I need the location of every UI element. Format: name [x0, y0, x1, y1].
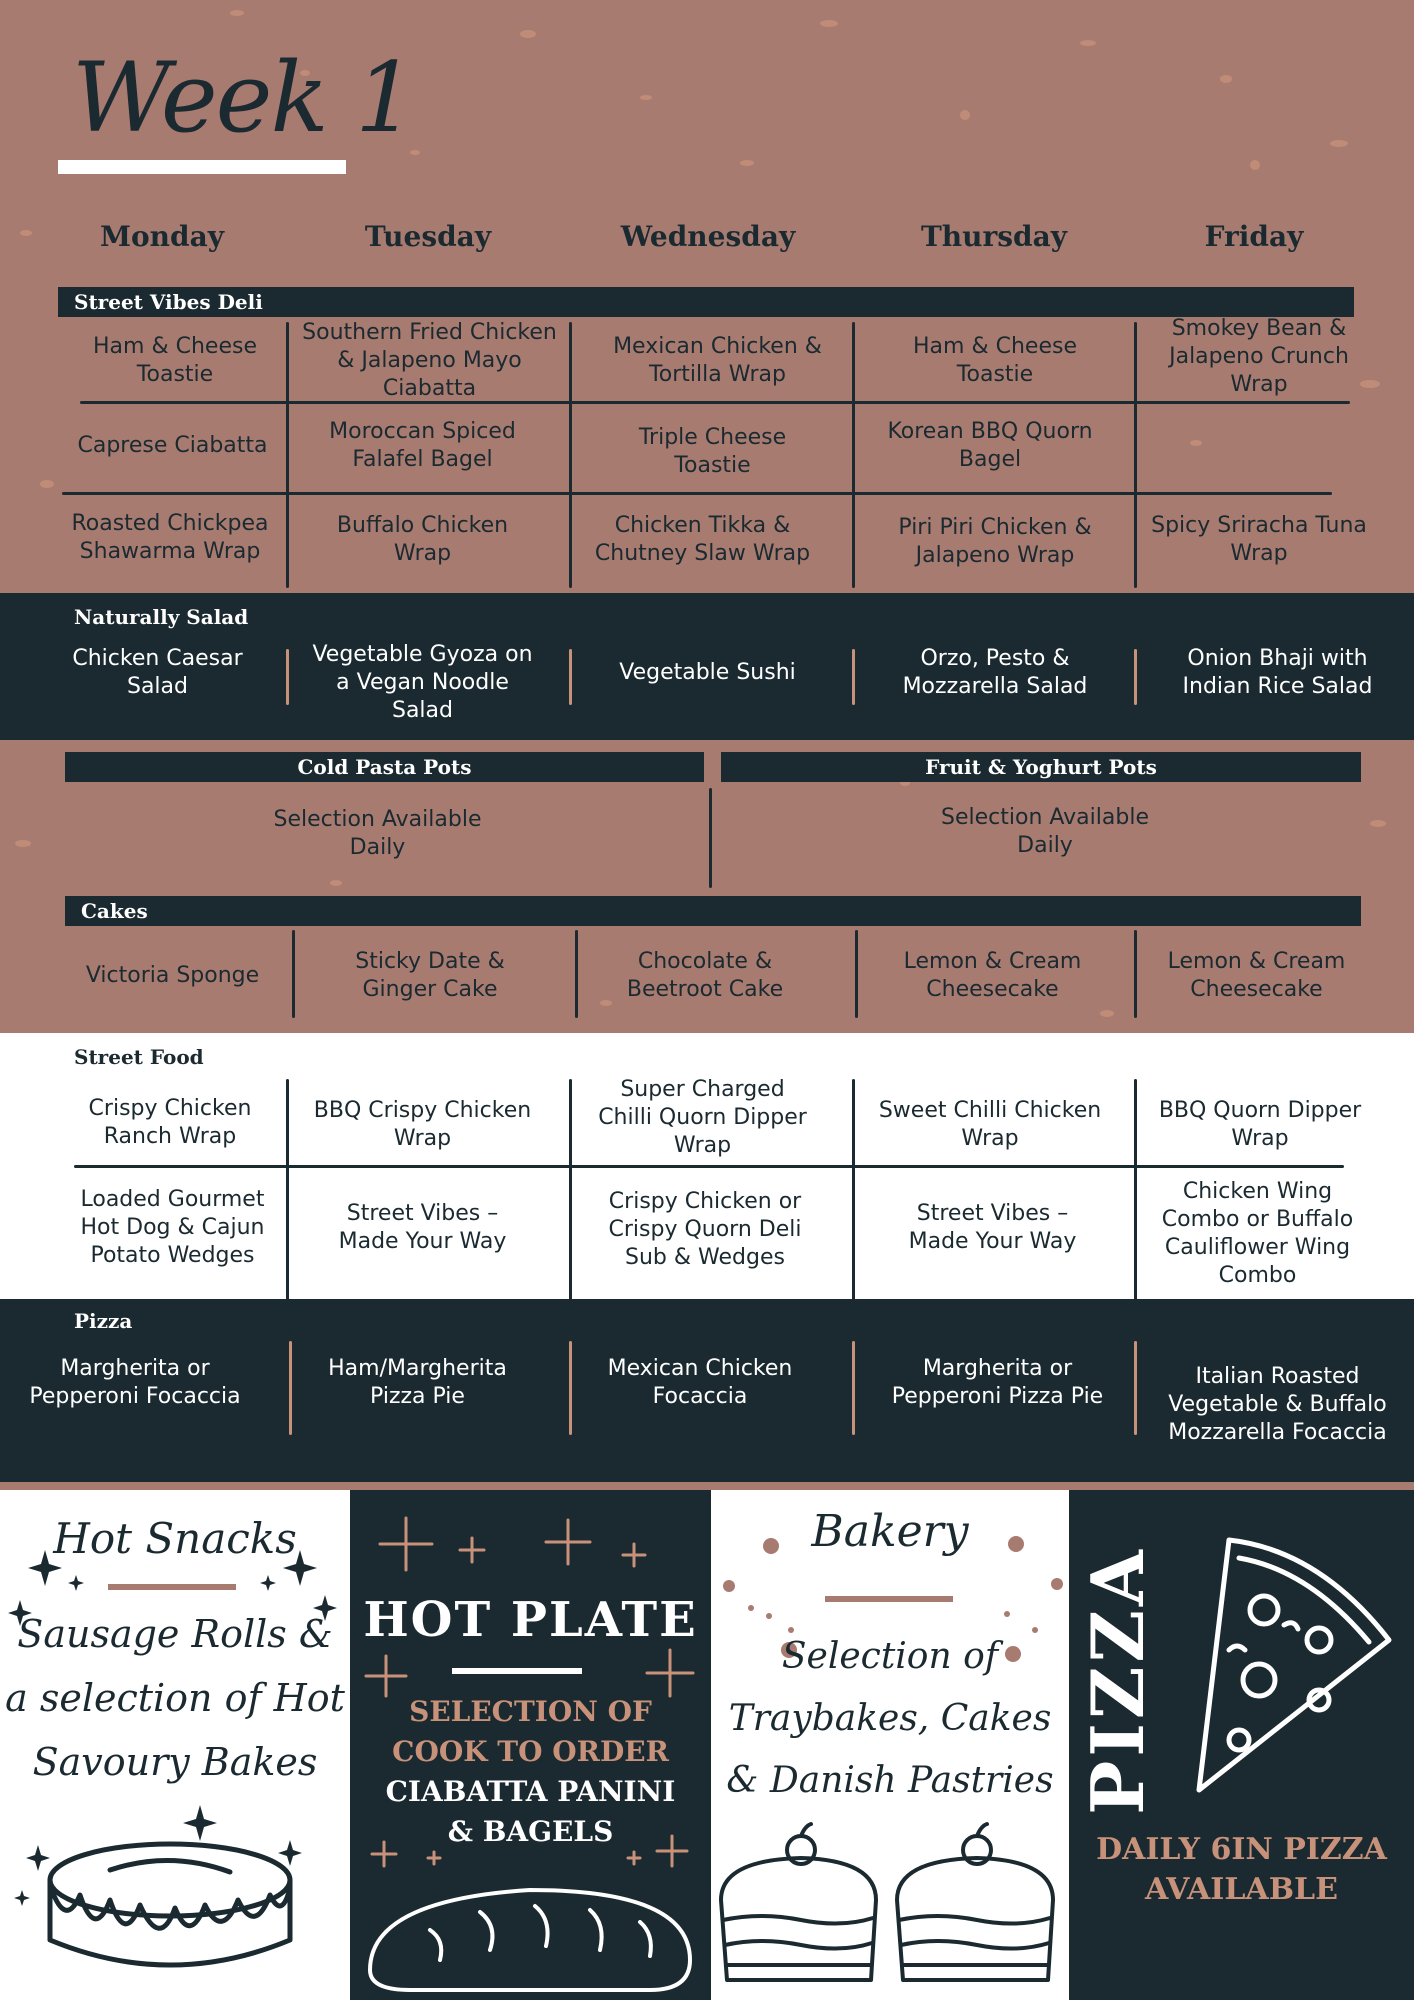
divider	[286, 322, 289, 588]
divider	[1134, 1079, 1137, 1309]
salad-item: Vegetable Gyoza on a Vegan Noodle Salad	[312, 642, 533, 723]
bakery-line: & Danish Pastries	[726, 1760, 1054, 1801]
street-food-item: Street Vibes – Made Your Way	[338, 1201, 507, 1254]
panel-bakery	[711, 1490, 1069, 2000]
bakery-line: Selection of	[781, 1636, 999, 1677]
street-food-item: BBQ Quorn Dipper Wrap	[1158, 1098, 1362, 1151]
street-food-section	[0, 1033, 1414, 1299]
panel-hot-snacks	[0, 1490, 350, 2000]
deli-item: Ham & Cheese Toastie	[93, 334, 257, 387]
cake-item: Victoria Sponge	[85, 963, 260, 988]
divider	[569, 322, 572, 588]
deli-item: Triple Cheese Toastie	[638, 425, 787, 478]
separator-strip	[0, 1482, 1414, 1490]
deli-item: Mexican Chicken & Tortilla Wrap	[613, 334, 822, 387]
street-food-item: BBQ Crispy Chicken Wrap	[313, 1098, 532, 1151]
bakery-heading: Bakery	[811, 1506, 969, 1557]
hot-snacks-text	[0, 1602, 350, 1794]
title-underline	[58, 160, 346, 174]
divider	[569, 649, 572, 705]
heading-rule	[452, 1668, 582, 1674]
divider	[709, 788, 712, 888]
bakery-text	[711, 1626, 1069, 1812]
street-food-item: Crispy Chicken or Crispy Quorn Deli Sub & Wedges	[608, 1189, 802, 1270]
deli-item: Piri Piri Chicken & Jalapeno Wrap	[898, 515, 1092, 568]
deli-item: Ham & Cheese Toastie	[913, 334, 1077, 387]
divider	[855, 930, 858, 1018]
divider	[1134, 930, 1137, 1018]
salad-item: Chicken Caesar Salad	[72, 646, 243, 699]
panel-pizza	[1069, 1490, 1414, 2000]
day-friday: Friday	[1204, 220, 1304, 253]
day-monday: Monday	[99, 220, 225, 253]
street-food-item: Crispy Chicken Ranch Wrap	[88, 1096, 252, 1149]
heading-rule	[825, 1596, 953, 1602]
divider	[569, 1341, 572, 1435]
day-thursday: Thursday	[920, 220, 1068, 253]
hot-snacks-line: Sausage Rolls &	[17, 1612, 333, 1656]
divider	[852, 649, 855, 705]
salad-item: Orzo, Pesto & Mozzarella Salad	[902, 646, 1088, 699]
day-tuesday: Tuesday	[364, 220, 492, 253]
section-label-pizza: Pizza	[74, 1309, 133, 1333]
divider	[1134, 649, 1137, 705]
cake-item: Lemon & Cream Cheesecake	[1167, 949, 1346, 1002]
deli-item: Moroccan Spiced Falafel Bagel	[329, 419, 516, 472]
cake-item: Sticky Date & Ginger Cake	[355, 949, 505, 1002]
hot-plate-line: SELECTION OF	[409, 1695, 652, 1728]
hot-plate-line: CIABATTA PANINI	[385, 1775, 676, 1808]
divider	[74, 1165, 1344, 1168]
deli-item: Caprese Ciabatta	[77, 433, 268, 458]
pizza-item: Mexican Chicken Focaccia	[607, 1356, 793, 1409]
divider	[852, 1079, 855, 1309]
deli-item: Chicken Tikka & Chutney Slaw Wrap	[594, 513, 811, 566]
pizza-panel-text	[1069, 1830, 1414, 1910]
pizza-item: Margherita or Pepperoni Pizza Pie	[891, 1356, 1104, 1409]
deli-item: Spicy Sriracha Tuna Wrap	[1151, 513, 1367, 566]
bread-icon	[350, 1850, 711, 2000]
divider	[292, 930, 295, 1018]
section-bar-cakes: Cakes	[65, 896, 1361, 926]
hot-snacks-line: a selection of Hot	[5, 1676, 345, 1720]
divider	[289, 1341, 292, 1435]
section-bar-street-vibes-deli: Street Vibes Deli	[58, 287, 1354, 317]
hot-snacks-line: Savoury Bakes	[32, 1740, 318, 1784]
street-food-item: Sweet Chilli Chicken Wrap	[878, 1098, 1102, 1151]
divider	[852, 1341, 855, 1435]
pizza-panel-line: AVAILABLE	[1144, 1872, 1339, 1907]
deli-item: Roasted Chickpea Shawarma Wrap	[71, 511, 269, 564]
section-label-street-food: Street Food	[74, 1045, 204, 1069]
pizza-panel-line: DAILY 6IN PIZZA	[1096, 1832, 1387, 1867]
pizza-item: Margherita or Pepperoni Focaccia	[29, 1356, 241, 1409]
divider	[1134, 322, 1137, 588]
deli-item	[1144, 406, 1374, 486]
deli-item: Smokey Bean & Jalapeno Crunch Wrap	[1169, 316, 1349, 397]
street-food-item: Loaded Gourmet Hot Dog & Cajun Potato Wedges	[80, 1187, 265, 1268]
deli-item: Korean BBQ Quorn Bagel	[887, 419, 1093, 472]
pizza-vertical-text: PIZZA	[1074, 1545, 1160, 1815]
pizza-item: Italian Roasted Vegetable & Buffalo Mozzarella Focaccia	[1168, 1364, 1387, 1445]
divider	[286, 1079, 289, 1309]
cold-pasta-text: Selection Available Daily	[273, 807, 482, 860]
hot-plate-line: & BAGELS	[447, 1815, 614, 1848]
section-bar-fruit-yoghurt-pots: Fruit & Yoghurt Pots	[721, 752, 1361, 782]
cake-slices-icon	[711, 1820, 1069, 2000]
salad-item: Vegetable Sushi	[619, 660, 796, 685]
cake-item: Lemon & Cream Cheesecake	[903, 949, 1082, 1002]
cake-item: Chocolate & Beetroot Cake	[626, 949, 784, 1002]
hot-plate-heading: HOT PLATE	[363, 1592, 698, 1648]
hot-plate-tan-text	[350, 1692, 711, 1772]
divider	[852, 322, 855, 588]
bakery-line: Traybakes, Cakes	[728, 1698, 1052, 1739]
day-wednesday: Wednesday	[620, 220, 796, 253]
section-bar-cold-pasta-pots: Cold Pasta Pots	[65, 752, 704, 782]
salad-section	[0, 593, 1414, 740]
section-label-naturally-salad: Naturally Salad	[74, 605, 249, 629]
hot-plate-white-text	[350, 1772, 711, 1852]
pizza-slice-icon	[1169, 1530, 1409, 1800]
divider	[80, 401, 1350, 404]
hot-plate-line: COOK TO ORDER	[392, 1735, 669, 1768]
pizza-vertical-wrap	[1074, 1530, 1160, 1830]
salad-item: Onion Bhaji with Indian Rice Salad	[1182, 646, 1373, 699]
divider	[286, 649, 289, 705]
pizza-section	[0, 1299, 1414, 1482]
divider	[575, 930, 578, 1018]
deli-item: Southern Fried Chicken & Jalapeno Mayo Ciabatta	[302, 320, 557, 401]
street-food-item: Super Charged Chilli Quorn Dipper Wrap	[598, 1077, 807, 1158]
panel-hot-plate	[350, 1490, 711, 2000]
divider	[1134, 1341, 1137, 1435]
cake-icon	[10, 1790, 340, 2000]
divider	[62, 492, 1332, 495]
pizza-item: Ham/Margherita Pizza Pie	[328, 1356, 507, 1409]
deli-item: Buffalo Chicken Wrap	[336, 513, 509, 566]
fruit-yoghurt-text: Selection Available Daily	[941, 805, 1149, 858]
street-food-item: Chicken Wing Combo or Buffalo Cauliflower Wing Combo	[1161, 1179, 1354, 1288]
divider	[569, 1079, 572, 1309]
page-title: Week 1	[72, 42, 415, 154]
hot-snacks-heading: Hot Snacks	[53, 1514, 297, 1563]
street-food-item: Street Vibes – Made Your Way	[908, 1201, 1077, 1254]
